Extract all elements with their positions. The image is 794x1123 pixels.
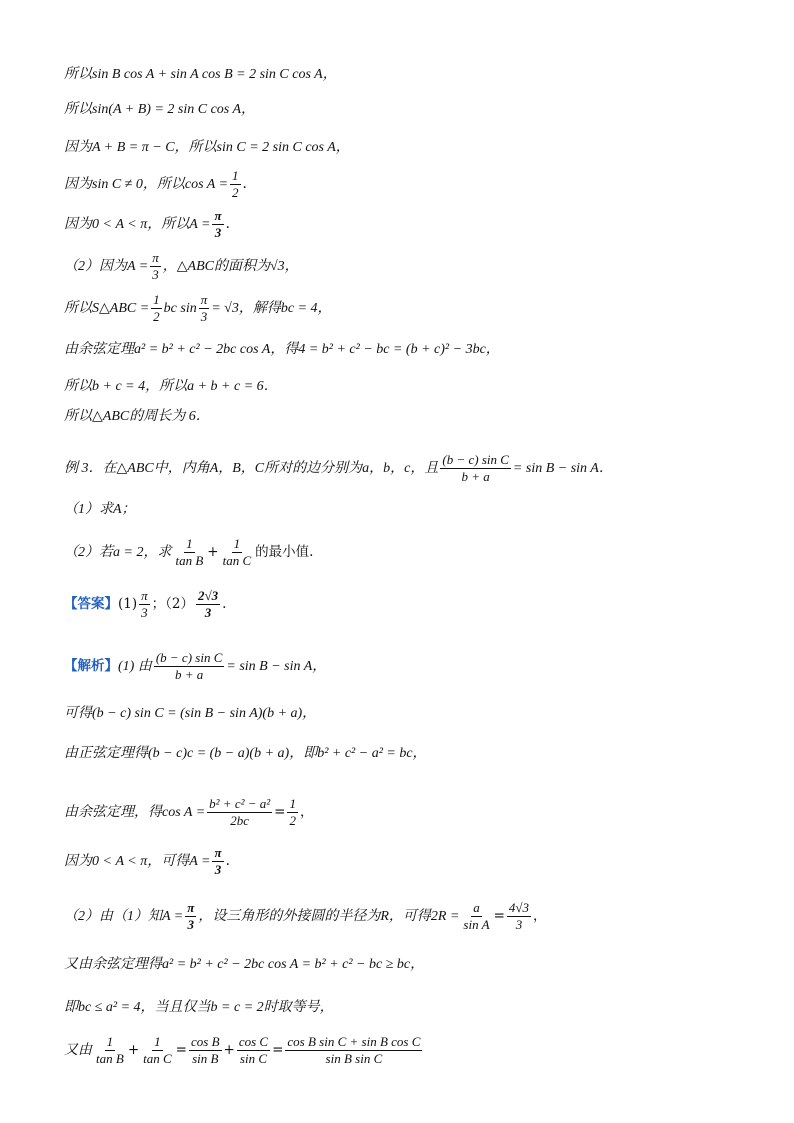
text: （2）因为A = [64, 259, 149, 274]
text: （2）若a = 2，求 [64, 545, 172, 560]
denominator: 3 [214, 862, 222, 877]
fraction [212, 208, 223, 241]
numerator: π [214, 845, 222, 860]
solution-line [64, 650, 754, 683]
line-20 [64, 900, 754, 933]
plus: + [223, 1042, 235, 1058]
fraction [237, 1034, 270, 1067]
text: 由正弦定理得(b − c)c = (b − a)(b + a)，即b² + c² − a² = bc， [64, 746, 427, 761]
line-4 [64, 168, 754, 201]
equals: = [493, 908, 505, 924]
text: . [225, 216, 230, 232]
text: . [222, 596, 227, 612]
numerator: π [141, 588, 148, 603]
line-12 [64, 498, 754, 521]
numerator: a [473, 900, 480, 915]
text: （2）由（1）知A = [64, 909, 184, 924]
denominator: 3 [515, 917, 523, 932]
fraction [150, 250, 161, 283]
text: = √3，解得bc = 4， [211, 301, 332, 316]
fraction [230, 168, 241, 201]
numerator: 1 [232, 168, 239, 183]
numerator: cos B sin C + sin B cos C [287, 1034, 421, 1049]
denominator: 2 [289, 813, 296, 828]
line-22 [64, 996, 754, 1019]
line-3 [64, 136, 754, 159]
numerator: 1 [154, 1034, 161, 1049]
text: 所以b + c = 4，所以a + b + c = 6． [64, 379, 278, 394]
fraction [285, 1034, 422, 1067]
line-21 [64, 953, 754, 976]
line-8 [64, 338, 754, 361]
equals: = [272, 1042, 284, 1058]
denominator: 2bc [230, 813, 250, 828]
line-17 [64, 742, 754, 765]
text: 所以△ABC的周长为 6． [64, 409, 210, 424]
text: . [225, 853, 230, 869]
fraction [221, 536, 254, 569]
numerator: π [214, 208, 222, 223]
text: bc sin [163, 301, 197, 316]
numerator: cos B [190, 1034, 220, 1049]
line-7 [64, 292, 754, 325]
fraction [440, 452, 511, 485]
fraction [94, 1034, 126, 1067]
text: ；（2） [151, 596, 194, 612]
text: 所以S△ABC = [64, 301, 150, 316]
denominator: tan B [175, 553, 204, 568]
text: 因为0 < A < π，可得A = [64, 854, 211, 869]
fraction [207, 796, 272, 829]
fraction [212, 845, 223, 878]
denominator: 3 [200, 309, 208, 324]
fraction [287, 796, 298, 829]
answer-tag: 【答案】 [64, 596, 118, 612]
fraction [141, 1034, 174, 1067]
denominator: sin B [192, 1051, 219, 1066]
text: 因为A + B = π − C，所以sin C = 2 sin C cos A， [64, 140, 350, 155]
numerator: 1 [289, 796, 296, 811]
numerator: 1 [106, 1034, 114, 1049]
line-6 [64, 250, 754, 283]
text: （1）求A； [64, 502, 136, 517]
numerator: 1 [233, 536, 241, 551]
denominator: tan C [222, 553, 252, 568]
text: 又由余弦定理得a² = b² + c² − 2bc cos A = b² + c² − bc ≥ bc， [64, 957, 425, 972]
text: 由余弦定理a² = b² + c² − 2bc cos A，得4 = b² + c² − bc = (b + c)² − 3bc， [64, 342, 500, 357]
text: ， [533, 908, 547, 924]
denominator: 3 [141, 605, 148, 620]
text: = sin B − sin A． [512, 461, 613, 476]
fraction [185, 900, 196, 933]
line-1 [64, 63, 754, 86]
plus: + [127, 1042, 140, 1058]
numerator: 4√3 [508, 900, 530, 915]
denominator: tan B [96, 1051, 124, 1066]
line-10 [64, 405, 754, 428]
text: 所以sin B cos A + sin A cos B = 2 sin C cos A， [64, 67, 337, 82]
line-13 [64, 536, 754, 569]
denominator: 3 [152, 267, 159, 282]
solution-tag: 【解析】 [64, 658, 118, 674]
text: . [242, 176, 247, 192]
text: 由余弦定理，得cos A = [64, 805, 206, 820]
denominator: 2 [153, 309, 160, 324]
text: ，△ABC的面积为√3， [162, 259, 299, 274]
denominator: 3 [187, 917, 195, 932]
text: 所以sin(A + B) = 2 sin C cos A， [64, 102, 256, 117]
text: ，设三角形的外接圆的半径为R，可得2R = [198, 909, 460, 924]
numerator: cos C [238, 1034, 269, 1049]
numerator: (b − c) sin C [442, 452, 509, 467]
denominator: 2 [232, 185, 239, 200]
text: (1) 由 [118, 659, 152, 674]
fraction [507, 900, 531, 933]
text: 即bc ≤ a² = 4，当且仅当b = c = 2时取等号， [64, 1000, 334, 1015]
numerator: π [187, 900, 195, 915]
fraction [151, 292, 162, 325]
numerator: b² + c² − a² [209, 796, 271, 811]
text: ， [299, 804, 314, 820]
denominator: sin B sin C [325, 1051, 383, 1066]
denominator: b + a [174, 667, 204, 682]
fraction [139, 588, 150, 621]
fraction [461, 900, 491, 933]
fraction [196, 588, 220, 621]
denominator: b + a [461, 469, 490, 484]
denominator: sin C [239, 1051, 267, 1066]
text: 的最小值. [255, 544, 314, 560]
fraction [154, 650, 225, 683]
numerator: (b − c) sin C [155, 650, 223, 665]
numerator: π [152, 250, 159, 265]
denominator: tan C [143, 1051, 172, 1066]
denominator: sin A [463, 917, 490, 932]
plus: + [207, 544, 219, 560]
fraction [173, 536, 205, 569]
text: (1) [118, 596, 138, 612]
text: = sin B − sin A， [226, 659, 327, 674]
line-19 [64, 845, 754, 878]
text: 可得(b − c) sin C = (sin B − sin A)(b + a)， [64, 706, 317, 721]
denominator: 3 [214, 225, 222, 240]
line-23 [64, 1034, 754, 1067]
line-11 [64, 452, 754, 485]
text: 例 3．在△ABC中，内角A，B，C所对的边分别为a，b，c，且 [64, 461, 439, 476]
text: 因为0 < A < π，所以A = [64, 217, 211, 232]
numerator: 1 [186, 536, 193, 551]
answer-line [64, 588, 754, 621]
numerator: 1 [153, 292, 160, 307]
line-18 [64, 796, 754, 829]
fraction [189, 1034, 222, 1067]
line-16 [64, 702, 754, 725]
equals: = [175, 1042, 187, 1058]
numerator: π [200, 292, 208, 307]
line-9 [64, 375, 754, 398]
numerator: 2√3 [197, 588, 219, 603]
text: 因为sin C ≠ 0，所以cos A = [64, 177, 229, 192]
denominator: 3 [204, 605, 212, 620]
fraction [199, 292, 210, 325]
text: 又由 [64, 1043, 92, 1058]
line-2 [64, 98, 754, 121]
equals: = [274, 804, 286, 820]
line-5 [64, 208, 754, 241]
